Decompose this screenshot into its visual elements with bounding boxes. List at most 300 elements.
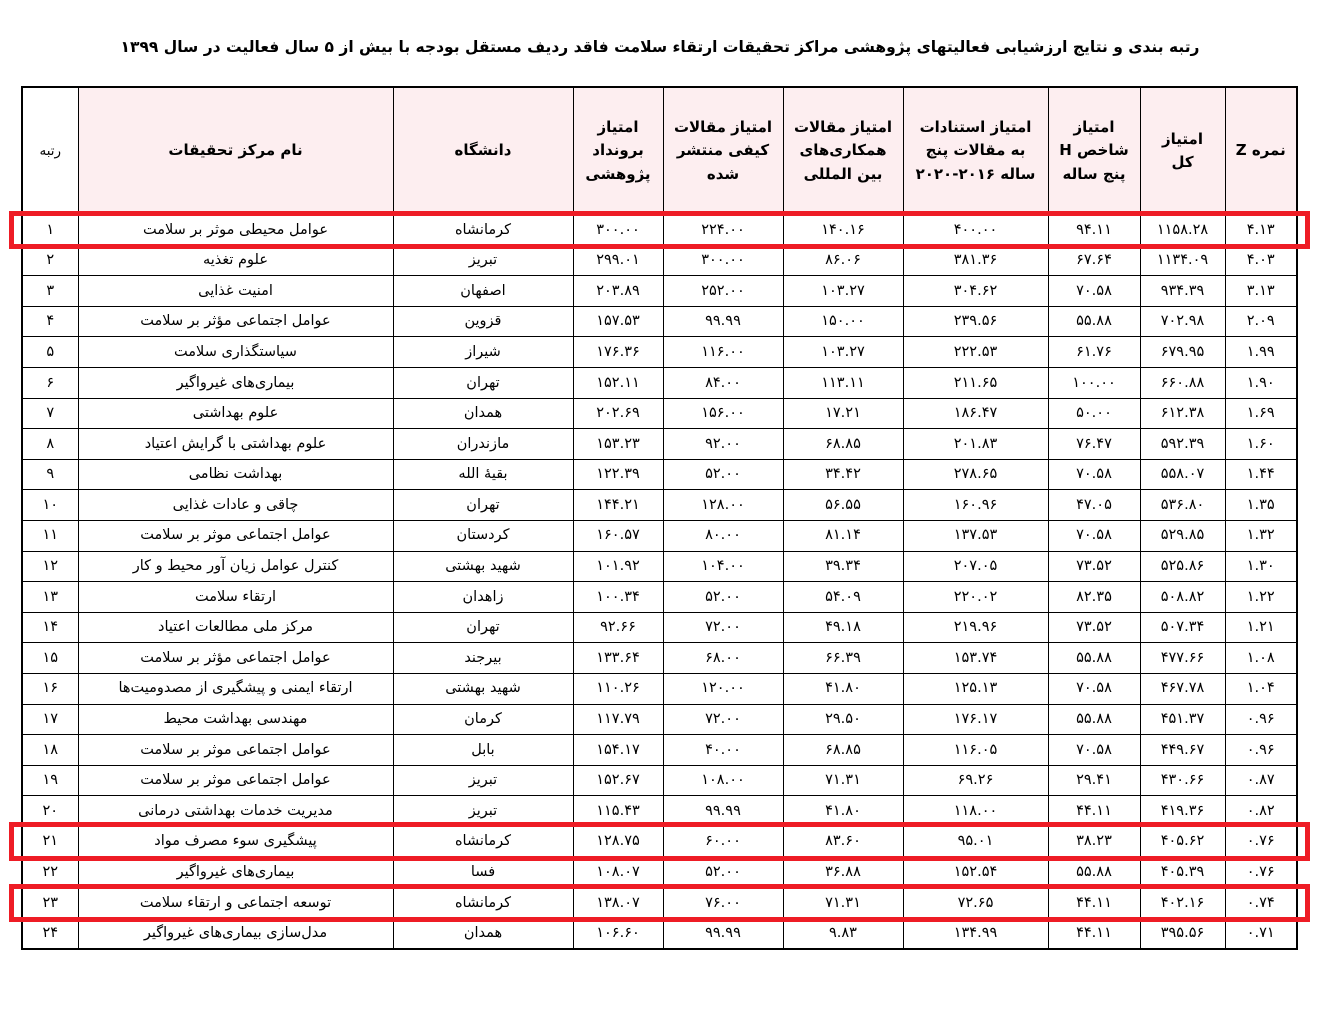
cell-z-score: ۴.۱۳	[1225, 215, 1297, 246]
cell-total-score: ۵۲۹.۸۵	[1140, 520, 1225, 551]
cell-center-name: بیماری‌های غیرواگیر	[78, 857, 393, 888]
cell-quality-articles: ۶۰.۰۰	[663, 826, 783, 857]
cell-university: تهران	[393, 612, 573, 643]
cell-citations: ۶۹.۲۶	[903, 765, 1048, 796]
column-header-rank	[22, 87, 78, 215]
cell-intl-collab: ۱۰۳.۲۷	[783, 276, 903, 307]
cell-z-score: ۱.۰۸	[1225, 643, 1297, 674]
cell-university: کردستان	[393, 520, 573, 551]
header-line: برونداد	[592, 141, 644, 160]
cell-citations: ۱۱۶.۰۵	[903, 735, 1048, 766]
cell-citations: ۹۵.۰۱	[903, 826, 1048, 857]
cell-total-score: ۴۰۵.۳۹	[1140, 857, 1225, 888]
cell-total-score: ۶۷۹.۹۵	[1140, 337, 1225, 368]
cell-quality-articles: ۷۲.۰۰	[663, 704, 783, 735]
cell-university: بابل	[393, 735, 573, 766]
table-row	[22, 582, 1297, 613]
cell-research-output: ۹۲.۶۶	[573, 612, 663, 643]
cell-h-index: ۸۲.۳۵	[1048, 582, 1140, 613]
cell-h-index: ۵۵.۸۸	[1048, 704, 1140, 735]
cell-h-index: ۳۸.۲۳	[1048, 826, 1140, 857]
cell-research-output: ۱۴۴.۲۱	[573, 490, 663, 521]
page-title: رتبه بندی و نتایج ارزشیابی فعالیتهای پژوهشی مراکز تحقیقات ارتقاء سلامت فاقد ردیف مستقل بودجه با بیش از ۵ سال فعالیت در سال ۱۳۹۹	[120, 38, 1200, 56]
header-line: کیفی منتشر	[676, 141, 770, 160]
header-line: شده	[706, 164, 740, 183]
table-row	[22, 367, 1297, 398]
table-row	[22, 765, 1297, 796]
cell-university: بقیهٔ الله	[393, 459, 573, 490]
cell-h-index: ۷۰.۵۸	[1048, 673, 1140, 704]
cell-z-score: ۱.۶۰	[1225, 429, 1297, 460]
cell-intl-collab: ۱۷.۲۱	[783, 398, 903, 429]
header-row	[22, 87, 1297, 215]
cell-h-index: ۵۵.۸۸	[1048, 643, 1140, 674]
cell-z-score: ۱.۲۱	[1225, 612, 1297, 643]
cell-center-name: ارتقاء سلامت	[78, 582, 393, 613]
table-row	[22, 796, 1297, 827]
cell-z-score: ۳.۱۳	[1225, 276, 1297, 307]
table-row	[22, 612, 1297, 643]
cell-total-score: ۹۳۴.۳۹	[1140, 276, 1225, 307]
cell-citations: ۱۳۷.۵۳	[903, 520, 1048, 551]
cell-intl-collab: ۱۴۰.۱۶	[783, 215, 903, 246]
cell-intl-collab: ۷۱.۳۱	[783, 765, 903, 796]
cell-intl-collab: ۴۹.۱۸	[783, 612, 903, 643]
cell-h-index: ۷۰.۵۸	[1048, 735, 1140, 766]
cell-quality-articles: ۵۲.۰۰	[663, 857, 783, 888]
cell-quality-articles: ۵۲.۰۰	[663, 459, 783, 490]
header-line: رتبه	[39, 142, 62, 159]
cell-university: مازندران	[393, 429, 573, 460]
table-row	[22, 704, 1297, 735]
cell-center-name: مدیریت خدمات بهداشتی درمانی	[78, 796, 393, 827]
column-header-h-index	[1048, 87, 1140, 215]
cell-center-name: عوامل اجتماعی موثر بر سلامت	[78, 735, 393, 766]
cell-intl-collab: ۱۰۳.۲۷	[783, 337, 903, 368]
cell-research-output: ۱۵۴.۱۷	[573, 735, 663, 766]
cell-university: همدان	[393, 918, 573, 949]
cell-intl-collab: ۶۸.۸۵	[783, 429, 903, 460]
cell-rank: ۴	[22, 306, 78, 337]
cell-total-score: ۵۵۸.۰۷	[1140, 459, 1225, 490]
cell-z-score: ۱.۳۵	[1225, 490, 1297, 521]
cell-citations: ۴۰۰.۰۰	[903, 215, 1048, 246]
cell-total-score: ۴۱۹.۳۶	[1140, 796, 1225, 827]
cell-rank: ۱۰	[22, 490, 78, 521]
column-header-research-output	[573, 87, 663, 215]
cell-quality-articles: ۹۹.۹۹	[663, 306, 783, 337]
cell-citations: ۳۸۱.۳۶	[903, 245, 1048, 276]
cell-citations: ۷۲.۶۵	[903, 888, 1048, 919]
cell-intl-collab: ۴۱.۸۰	[783, 673, 903, 704]
cell-z-score: ۲.۰۹	[1225, 306, 1297, 337]
cell-total-score: ۴۰۲.۱۶	[1140, 888, 1225, 919]
column-header-total-score	[1140, 87, 1225, 215]
cell-quality-articles: ۸۴.۰۰	[663, 367, 783, 398]
cell-h-index: ۴۴.۱۱	[1048, 918, 1140, 949]
cell-z-score: ۴.۰۳	[1225, 245, 1297, 276]
cell-quality-articles: ۹۲.۰۰	[663, 429, 783, 460]
cell-h-index: ۱۰۰.۰۰	[1048, 367, 1140, 398]
cell-citations: ۲۰۷.۰۵	[903, 551, 1048, 582]
cell-quality-articles: ۷۶.۰۰	[663, 888, 783, 919]
cell-quality-articles: ۹۹.۹۹	[663, 918, 783, 949]
cell-h-index: ۷۰.۵۸	[1048, 520, 1140, 551]
cell-total-score: ۴۳۰.۶۶	[1140, 765, 1225, 796]
cell-z-score: ۱.۶۹	[1225, 398, 1297, 429]
cell-research-output: ۱۷۶.۳۶	[573, 337, 663, 368]
cell-total-score: ۴۷۷.۶۶	[1140, 643, 1225, 674]
cell-citations: ۲۱۱.۶۵	[903, 367, 1048, 398]
cell-rank: ۱۶	[22, 673, 78, 704]
cell-citations: ۲۲۰.۰۲	[903, 582, 1048, 613]
cell-total-score: ۵۳۶.۸۰	[1140, 490, 1225, 521]
cell-quality-articles: ۴۰.۰۰	[663, 735, 783, 766]
cell-h-index: ۴۴.۱۱	[1048, 796, 1140, 827]
cell-total-score: ۵۹۲.۳۹	[1140, 429, 1225, 460]
cell-rank: ۲۴	[22, 918, 78, 949]
header-line: امتیاز مقالات	[673, 118, 773, 137]
header-line: همکاری‌های	[799, 141, 887, 160]
cell-university: بیرجند	[393, 643, 573, 674]
table-row	[22, 459, 1297, 490]
cell-center-name: علوم بهداشتی با گرایش اعتیاد	[78, 429, 393, 460]
cell-university: زاهدان	[393, 582, 573, 613]
cell-research-output: ۲۰۳.۸۹	[573, 276, 663, 307]
cell-quality-articles: ۱۲۰.۰۰	[663, 673, 783, 704]
cell-citations: ۱۱۸.۰۰	[903, 796, 1048, 827]
cell-total-score: ۴۰۵.۶۲	[1140, 826, 1225, 857]
cell-quality-articles: ۱۱۶.۰۰	[663, 337, 783, 368]
header-line: بین المللی	[803, 164, 883, 183]
cell-university: تهران	[393, 367, 573, 398]
cell-rank: ۱۵	[22, 643, 78, 674]
cell-h-index: ۴۷.۰۵	[1048, 490, 1140, 521]
cell-intl-collab: ۸۳.۶۰	[783, 826, 903, 857]
cell-research-output: ۱۰۸.۰۷	[573, 857, 663, 888]
cell-rank: ۱۹	[22, 765, 78, 796]
cell-research-output: ۳۰۰.۰۰	[573, 215, 663, 246]
cell-rank: ۱۱	[22, 520, 78, 551]
cell-university: همدان	[393, 398, 573, 429]
column-header-quality-articles	[663, 87, 783, 215]
cell-quality-articles: ۲۲۴.۰۰	[663, 215, 783, 246]
cell-center-name: مهندسی بهداشت محیط	[78, 704, 393, 735]
cell-total-score: ۶۱۲.۳۸	[1140, 398, 1225, 429]
cell-center-name: بیماری‌های غیرواگیر	[78, 367, 393, 398]
cell-intl-collab: ۴۱.۸۰	[783, 796, 903, 827]
column-header-citations	[903, 87, 1048, 215]
cell-citations: ۱۲۵.۱۳	[903, 673, 1048, 704]
table-row	[22, 643, 1297, 674]
cell-rank: ۱۲	[22, 551, 78, 582]
cell-total-score: ۱۱۳۴.۰۹	[1140, 245, 1225, 276]
cell-h-index: ۷۳.۵۲	[1048, 612, 1140, 643]
cell-center-name: چاقی و عادات غذایی	[78, 490, 393, 521]
cell-z-score: ۱.۳۰	[1225, 551, 1297, 582]
cell-rank: ۱۳	[22, 582, 78, 613]
cell-quality-articles: ۱۰۴.۰۰	[663, 551, 783, 582]
cell-intl-collab: ۵۴.۰۹	[783, 582, 903, 613]
cell-center-name: بهداشت نظامی	[78, 459, 393, 490]
table-row	[22, 245, 1297, 276]
cell-research-output: ۱۱۷.۷۹	[573, 704, 663, 735]
cell-z-score: ۰.۸۷	[1225, 765, 1297, 796]
cell-total-score: ۷۰۲.۹۸	[1140, 306, 1225, 337]
cell-intl-collab: ۳۶.۸۸	[783, 857, 903, 888]
cell-quality-articles: ۳۰۰.۰۰	[663, 245, 783, 276]
header-line: شاخص H	[1059, 141, 1129, 160]
cell-research-output: ۱۲۲.۳۹	[573, 459, 663, 490]
cell-university: شهید بهشتی	[393, 673, 573, 704]
cell-intl-collab: ۸۱.۱۴	[783, 520, 903, 551]
cell-z-score: ۰.۹۶	[1225, 735, 1297, 766]
cell-center-name: عوامل محیطی موثر بر سلامت	[78, 215, 393, 246]
cell-h-index: ۲۹.۴۱	[1048, 765, 1140, 796]
cell-z-score: ۱.۲۲	[1225, 582, 1297, 613]
cell-university: اصفهان	[393, 276, 573, 307]
header-line: نمره Z	[1235, 141, 1286, 160]
header-line: امتیاز	[1073, 118, 1115, 137]
table-row	[22, 215, 1297, 246]
header-line: امتیاز	[1162, 129, 1203, 148]
cell-intl-collab: ۶۶.۳۹	[783, 643, 903, 674]
cell-intl-collab: ۸۶.۰۶	[783, 245, 903, 276]
cell-total-score: ۴۵۱.۳۷	[1140, 704, 1225, 735]
cell-center-name: کنترل عوامل زیان آور محیط و کار	[78, 551, 393, 582]
cell-citations: ۱۳۴.۹۹	[903, 918, 1048, 949]
table-row	[22, 490, 1297, 521]
cell-h-index: ۷۳.۵۲	[1048, 551, 1140, 582]
cell-university: تبریز	[393, 245, 573, 276]
table-header	[22, 87, 1297, 215]
column-header-university	[393, 87, 573, 215]
table-row	[22, 888, 1297, 919]
cell-research-output: ۲۹۹.۰۱	[573, 245, 663, 276]
cell-total-score: ۳۹۵.۵۶	[1140, 918, 1225, 949]
cell-quality-articles: ۷۲.۰۰	[663, 612, 783, 643]
table-row	[22, 918, 1297, 949]
cell-rank: ۱۴	[22, 612, 78, 643]
cell-center-name: مرکز ملی مطالعات اعتیاد	[78, 612, 393, 643]
cell-quality-articles: ۶۸.۰۰	[663, 643, 783, 674]
cell-z-score: ۰.۹۶	[1225, 704, 1297, 735]
cell-quality-articles: ۱۵۶.۰۰	[663, 398, 783, 429]
cell-rank: ۲	[22, 245, 78, 276]
cell-research-output: ۱۵۳.۲۳	[573, 429, 663, 460]
cell-citations: ۲۷۸.۶۵	[903, 459, 1048, 490]
cell-quality-articles: ۵۲.۰۰	[663, 582, 783, 613]
cell-quality-articles: ۸۰.۰۰	[663, 520, 783, 551]
cell-research-output: ۱۵۲.۶۷	[573, 765, 663, 796]
cell-university: شهید بهشتی	[393, 551, 573, 582]
cell-intl-collab: ۱۵۰.۰۰	[783, 306, 903, 337]
cell-z-score: ۱.۰۴	[1225, 673, 1297, 704]
cell-citations: ۲۲۲.۵۳	[903, 337, 1048, 368]
cell-z-score: ۱.۹۹	[1225, 337, 1297, 368]
cell-rank: ۲۰	[22, 796, 78, 827]
cell-center-name: توسعه اجتماعی و ارتقاء سلامت	[78, 888, 393, 919]
cell-center-name: علوم بهداشتی	[78, 398, 393, 429]
cell-total-score: ۵۰۷.۳۴	[1140, 612, 1225, 643]
table-row	[22, 735, 1297, 766]
cell-quality-articles: ۹۹.۹۹	[663, 796, 783, 827]
cell-total-score: ۵۲۵.۸۶	[1140, 551, 1225, 582]
cell-university: کرمانشاه	[393, 215, 573, 246]
table-row	[22, 826, 1297, 857]
table-row	[22, 398, 1297, 429]
ranking-table-container	[23, 86, 1298, 950]
cell-research-output: ۱۳۳.۶۴	[573, 643, 663, 674]
cell-h-index: ۵۰.۰۰	[1048, 398, 1140, 429]
table-row	[22, 306, 1297, 337]
cell-z-score: ۰.۷۱	[1225, 918, 1297, 949]
cell-z-score: ۰.۷۶	[1225, 826, 1297, 857]
cell-rank: ۲۳	[22, 888, 78, 919]
cell-rank: ۲۲	[22, 857, 78, 888]
cell-rank: ۸	[22, 429, 78, 460]
cell-h-index: ۷۰.۵۸	[1048, 459, 1140, 490]
cell-citations: ۳۰۴.۶۲	[903, 276, 1048, 307]
table-row	[22, 520, 1297, 551]
cell-citations: ۲۳۹.۵۶	[903, 306, 1048, 337]
cell-research-output: ۱۲۸.۷۵	[573, 826, 663, 857]
cell-citations: ۱۸۶.۴۷	[903, 398, 1048, 429]
cell-intl-collab: ۵۶.۵۵	[783, 490, 903, 521]
table-row	[22, 857, 1297, 888]
cell-z-score: ۱.۴۴	[1225, 459, 1297, 490]
cell-total-score: ۴۴۹.۶۷	[1140, 735, 1225, 766]
table-row	[22, 337, 1297, 368]
cell-citations: ۲۰۱.۸۳	[903, 429, 1048, 460]
cell-research-output: ۲۰۲.۶۹	[573, 398, 663, 429]
cell-research-output: ۱۰۰.۳۴	[573, 582, 663, 613]
cell-total-score: ۴۶۷.۷۸	[1140, 673, 1225, 704]
cell-research-output: ۱۵۲.۱۱	[573, 367, 663, 398]
header-line: پژوهشی	[585, 164, 651, 183]
cell-citations: ۱۵۲.۵۴	[903, 857, 1048, 888]
header-line: ساله ۲۰۱۶-۲۰۲۰	[915, 164, 1036, 183]
table-row	[22, 429, 1297, 460]
cell-rank: ۱	[22, 215, 78, 246]
cell-university: تبریز	[393, 796, 573, 827]
table-body	[22, 215, 1297, 950]
header-line: امتیاز مقالات	[793, 118, 893, 137]
cell-h-index: ۷۰.۵۸	[1048, 276, 1140, 307]
cell-intl-collab: ۳۴.۴۲	[783, 459, 903, 490]
cell-intl-collab: ۱۱۳.۱۱	[783, 367, 903, 398]
cell-z-score: ۰.۷۶	[1225, 857, 1297, 888]
cell-z-score: ۰.۷۴	[1225, 888, 1297, 919]
cell-research-output: ۱۵۷.۵۳	[573, 306, 663, 337]
cell-h-index: ۵۵.۸۸	[1048, 857, 1140, 888]
cell-center-name: سیاستگذاری سلامت	[78, 337, 393, 368]
cell-h-index: ۹۴.۱۱	[1048, 215, 1140, 246]
cell-university: شیراز	[393, 337, 573, 368]
cell-research-output: ۱۱۰.۲۶	[573, 673, 663, 704]
cell-rank: ۲۱	[22, 826, 78, 857]
cell-h-index: ۶۱.۷۶	[1048, 337, 1140, 368]
header-line: پنج ساله	[1062, 164, 1126, 183]
header-line: امتیاز استنادات	[919, 118, 1032, 137]
column-header-z-score	[1225, 87, 1297, 215]
header-line: نام مرکز تحقیقات	[168, 141, 303, 160]
cell-intl-collab: ۷۱.۳۱	[783, 888, 903, 919]
cell-university: تبریز	[393, 765, 573, 796]
cell-citations: ۲۱۹.۹۶	[903, 612, 1048, 643]
cell-intl-collab: ۶۸.۸۵	[783, 735, 903, 766]
cell-h-index: ۷۶.۴۷	[1048, 429, 1140, 460]
cell-total-score: ۱۱۵۸.۲۸	[1140, 215, 1225, 246]
cell-rank: ۵	[22, 337, 78, 368]
table-row	[22, 673, 1297, 704]
cell-intl-collab: ۹.۸۳	[783, 918, 903, 949]
cell-university: کرمانشاه	[393, 888, 573, 919]
cell-university: کرمانشاه	[393, 826, 573, 857]
cell-rank: ۶	[22, 367, 78, 398]
cell-citations: ۱۷۶.۱۷	[903, 704, 1048, 735]
table-row	[22, 551, 1297, 582]
cell-center-name: عوامل اجتماعی مؤثر بر سلامت	[78, 643, 393, 674]
cell-rank: ۱۷	[22, 704, 78, 735]
cell-center-name: علوم تغذیه	[78, 245, 393, 276]
cell-center-name: امنیت غذایی	[78, 276, 393, 307]
cell-center-name: عوامل اجتماعی موثر بر سلامت	[78, 765, 393, 796]
cell-total-score: ۶۶۰.۸۸	[1140, 367, 1225, 398]
header-line: به مقالات پنج	[925, 141, 1026, 160]
cell-h-index: ۵۵.۸۸	[1048, 306, 1140, 337]
header-line: کل	[1171, 153, 1194, 171]
cell-rank: ۳	[22, 276, 78, 307]
cell-intl-collab: ۲۹.۵۰	[783, 704, 903, 735]
cell-rank: ۷	[22, 398, 78, 429]
cell-h-index: ۴۴.۱۱	[1048, 888, 1140, 919]
cell-rank: ۱۸	[22, 735, 78, 766]
header-line: دانشگاه	[454, 141, 512, 160]
cell-total-score: ۵۰۸.۸۲	[1140, 582, 1225, 613]
cell-university: کرمان	[393, 704, 573, 735]
cell-quality-articles: ۲۵۲.۰۰	[663, 276, 783, 307]
cell-center-name: پیشگیری سوء مصرف مواد	[78, 826, 393, 857]
ranking-table	[21, 86, 1298, 950]
cell-center-name: ارتقاء ایمنی و پیشگیری از مصدومیت‌ها	[78, 673, 393, 704]
cell-research-output: ۱۰۱.۹۲	[573, 551, 663, 582]
cell-research-output: ۱۳۸.۰۷	[573, 888, 663, 919]
cell-citations: ۱۵۳.۷۴	[903, 643, 1048, 674]
cell-university: فسا	[393, 857, 573, 888]
column-header-intl-collab	[783, 87, 903, 215]
header-line: امتیاز	[597, 118, 639, 137]
cell-intl-collab: ۳۹.۳۴	[783, 551, 903, 582]
cell-research-output: ۱۱۵.۴۳	[573, 796, 663, 827]
cell-quality-articles: ۱۰۸.۰۰	[663, 765, 783, 796]
cell-quality-articles: ۱۲۸.۰۰	[663, 490, 783, 521]
cell-z-score: ۱.۹۰	[1225, 367, 1297, 398]
cell-h-index: ۶۷.۶۴	[1048, 245, 1140, 276]
table-row	[22, 276, 1297, 307]
cell-citations: ۱۶۰.۹۶	[903, 490, 1048, 521]
cell-research-output: ۱۶۰.۵۷	[573, 520, 663, 551]
cell-center-name: عوامل اجتماعی موثر بر سلامت	[78, 520, 393, 551]
cell-university: قزوین	[393, 306, 573, 337]
column-header-center-name	[78, 87, 393, 215]
cell-center-name: مدل‌سازی بیماری‌های غیرواگیر	[78, 918, 393, 949]
cell-research-output: ۱۰۶.۶۰	[573, 918, 663, 949]
cell-center-name: عوامل اجتماعی مؤثر بر سلامت	[78, 306, 393, 337]
cell-university: تهران	[393, 490, 573, 521]
cell-rank: ۹	[22, 459, 78, 490]
cell-z-score: ۰.۸۲	[1225, 796, 1297, 827]
